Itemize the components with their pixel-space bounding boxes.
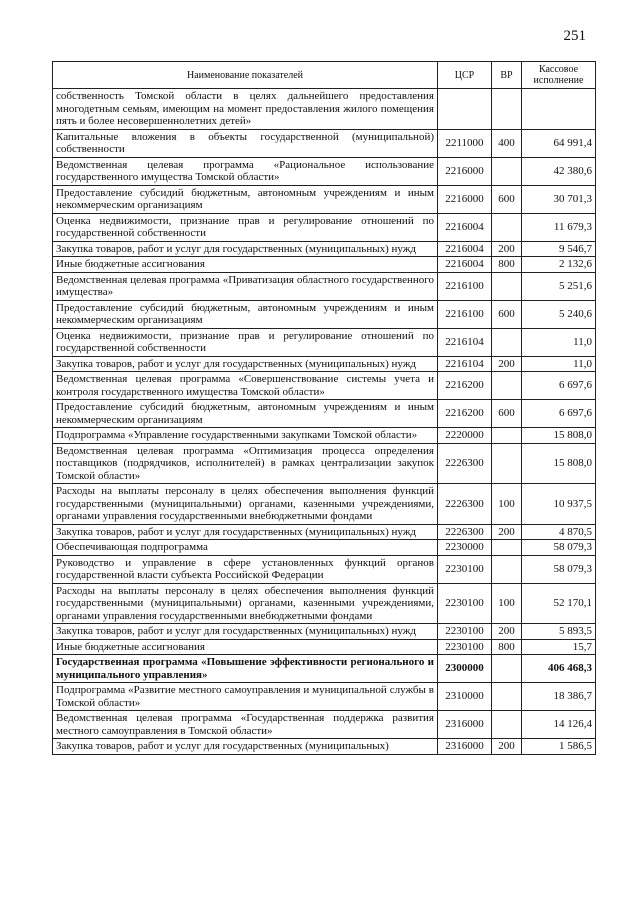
cell-amount: 58 079,3 (522, 540, 596, 556)
cell-vr: 200 (492, 524, 522, 540)
cell-amount: 58 079,3 (522, 555, 596, 583)
cell-amount: 10 937,5 (522, 484, 596, 525)
cell-name: Предоставление субсидий бюджетным, автономным учреждениям и иным некоммерческим организациям (53, 300, 438, 328)
cell-vr (492, 157, 522, 185)
cell-code: 2216100 (438, 272, 492, 300)
cell-amount: 14 126,4 (522, 711, 596, 739)
cell-name: Иные бюджетные ассигнования (53, 639, 438, 655)
table-row (53, 428, 596, 444)
cell-amount (522, 89, 596, 130)
cell-code: 2216104 (438, 328, 492, 356)
cell-amount: 52 170,1 (522, 583, 596, 624)
cell-code: 2216200 (438, 372, 492, 400)
cell-name: Предоставление субсидий бюджетным, автономным учреждениям и иным некоммерческим организациям (53, 400, 438, 428)
cell-vr (492, 372, 522, 400)
table-row (53, 540, 596, 556)
table-row (53, 356, 596, 372)
cell-amount: 15 808,0 (522, 428, 596, 444)
table-row (53, 655, 596, 683)
cell-amount: 11,0 (522, 356, 596, 372)
cell-name: Оценка недвижимости, признание прав и регулирование отношений по государственной собственности (53, 213, 438, 241)
cell-code: 2300000 (438, 655, 492, 683)
cell-code: 2310000 (438, 683, 492, 711)
cell-name: Закупка товаров, работ и услуг для государственных (муниципальных) нужд (53, 356, 438, 372)
table-row (53, 739, 596, 755)
cell-code: 2216000 (438, 157, 492, 185)
cell-vr: 200 (492, 624, 522, 640)
table-row (53, 129, 596, 157)
cell-amount: 406 468,3 (522, 655, 596, 683)
cell-code: 2230100 (438, 555, 492, 583)
cell-vr: 800 (492, 257, 522, 273)
cell-name: Ведомственная целевая программа «Рациональное использование государственного имущества Томской области» (53, 157, 438, 185)
cell-name: Закупка товаров, работ и услуг для государственных (муниципальных) нужд (53, 524, 438, 540)
cell-code: 2230000 (438, 540, 492, 556)
cell-amount: 15,7 (522, 639, 596, 655)
cell-amount: 6 697,6 (522, 400, 596, 428)
table-row (53, 372, 596, 400)
table-row (53, 272, 596, 300)
cell-vr: 100 (492, 583, 522, 624)
cell-amount: 15 808,0 (522, 443, 596, 484)
header-name: Наименование показателей (53, 62, 438, 89)
cell-amount: 9 546,7 (522, 241, 596, 257)
cell-code: 2230100 (438, 624, 492, 640)
cell-vr (492, 683, 522, 711)
cell-amount: 11,0 (522, 328, 596, 356)
cell-vr (492, 328, 522, 356)
cell-name: Ведомственная целевая программа «Приватизация областного государственного имущества» (53, 272, 438, 300)
cell-code: 2226300 (438, 443, 492, 484)
cell-code: 2220000 (438, 428, 492, 444)
cell-amount: 42 380,6 (522, 157, 596, 185)
cell-code: 2216004 (438, 241, 492, 257)
cell-amount: 11 679,3 (522, 213, 596, 241)
cell-code: 2226300 (438, 484, 492, 525)
cell-name: собственность Томской области в целях дальнейшего предоставления многодетным семьям, имеющим на момент предоставления жилого помещения пять и более несовершеннолетних детей» (53, 89, 438, 130)
cell-code: 2230100 (438, 583, 492, 624)
cell-name: Ведомственная целевая программа «Государственная поддержка развития местного самоуправления в Томской области» (53, 711, 438, 739)
table-row (53, 241, 596, 257)
cell-vr: 100 (492, 484, 522, 525)
cell-vr (492, 272, 522, 300)
cell-name: Капитальные вложения в объекты государственной (муниципальной) собственности (53, 129, 438, 157)
cell-name: Подпрограмма «Управление государственными закупками Томской области» (53, 428, 438, 444)
cell-amount: 5 893,5 (522, 624, 596, 640)
cell-name: Обеспечивающая подпрограмма (53, 540, 438, 556)
cell-name: Ведомственная целевая программа «Оптимизация процесса определения поставщиков (подрядчиков, исполнителей) в рамках централизации закупок Томской области» (53, 443, 438, 484)
cell-vr: 400 (492, 129, 522, 157)
table-header-row (53, 62, 596, 89)
table-row (53, 328, 596, 356)
table-row (53, 89, 596, 130)
cell-vr: 800 (492, 639, 522, 655)
cell-code: 2316000 (438, 711, 492, 739)
table-row (53, 555, 596, 583)
table-row (53, 624, 596, 640)
table-row (53, 711, 596, 739)
cell-code: 2211000 (438, 129, 492, 157)
cell-name: Оценка недвижимости, признание прав и регулирование отношений по государственной собственности (53, 328, 438, 356)
header-vr: ВР (492, 62, 522, 89)
cell-vr: 600 (492, 185, 522, 213)
cell-code: 2230100 (438, 639, 492, 655)
table-row (53, 400, 596, 428)
header-amount: Кассовое исполнение (522, 62, 596, 89)
cell-name: Закупка товаров, работ и услуг для государственных (муниципальных) нужд (53, 241, 438, 257)
cell-vr: 200 (492, 739, 522, 755)
cell-vr: 200 (492, 356, 522, 372)
cell-name: Предоставление субсидий бюджетным, автономным учреждениям и иным некоммерческим организациям (53, 185, 438, 213)
cell-name: Закупка товаров, работ и услуг для государственных (муниципальных) нужд (53, 624, 438, 640)
cell-vr: 200 (492, 241, 522, 257)
cell-vr (492, 540, 522, 556)
cell-name: Расходы на выплаты персоналу в целях обеспечения выполнения функций государственными (муниципальными) органами, казенными учреждениями, органами управления государственными внебюджетными фондами (53, 484, 438, 525)
cell-vr (492, 711, 522, 739)
table-row (53, 257, 596, 273)
table-row (53, 524, 596, 540)
cell-code: 2216100 (438, 300, 492, 328)
table-row (53, 683, 596, 711)
cell-amount: 4 870,5 (522, 524, 596, 540)
cell-name: Государственная программа «Повышение эффективности регионального и муниципального управления» (53, 655, 438, 683)
cell-amount: 1 586,5 (522, 739, 596, 755)
table-row (53, 300, 596, 328)
page-number: 251 (563, 28, 586, 44)
cell-vr (492, 213, 522, 241)
cell-code: 2226300 (438, 524, 492, 540)
table-row (53, 213, 596, 241)
cell-vr: 600 (492, 300, 522, 328)
cell-vr (492, 655, 522, 683)
cell-code: 2216200 (438, 400, 492, 428)
cell-amount: 18 386,7 (522, 683, 596, 711)
cell-vr (492, 443, 522, 484)
table-row (53, 185, 596, 213)
cell-code: 2216004 (438, 257, 492, 273)
cell-amount: 5 240,6 (522, 300, 596, 328)
budget-execution-table (52, 61, 596, 755)
table-row (53, 639, 596, 655)
cell-amount: 64 991,4 (522, 129, 596, 157)
cell-vr: 600 (492, 400, 522, 428)
cell-amount: 6 697,6 (522, 372, 596, 400)
cell-code: 2216004 (438, 213, 492, 241)
cell-amount: 5 251,6 (522, 272, 596, 300)
cell-vr (492, 89, 522, 130)
cell-name: Ведомственная целевая программа «Совершенствование системы учета и контроля государственного имущества Томской области» (53, 372, 438, 400)
cell-name: Иные бюджетные ассигнования (53, 257, 438, 273)
cell-code: 2216104 (438, 356, 492, 372)
table-row (53, 583, 596, 624)
cell-code: 2316000 (438, 739, 492, 755)
cell-name: Расходы на выплаты персоналу в целях обеспечения выполнения функций государственными (муниципальными) органами, казенными учреждениями, органами управления государственными внебюджетными фондами (53, 583, 438, 624)
cell-name: Закупка товаров, работ и услуг для государственных (муниципальных) (53, 739, 438, 755)
cell-vr (492, 428, 522, 444)
cell-name: Руководство и управление в сфере установленных функций органов государственной власти субъекта Российской Федерации (53, 555, 438, 583)
table-row (53, 157, 596, 185)
cell-code (438, 89, 492, 130)
cell-amount: 30 701,3 (522, 185, 596, 213)
header-code: ЦСР (438, 62, 492, 89)
cell-name: Подпрограмма «Развитие местного самоуправления и муниципальной службы в Томской области» (53, 683, 438, 711)
table-row (53, 443, 596, 484)
cell-amount: 2 132,6 (522, 257, 596, 273)
table-body (53, 89, 596, 755)
cell-code: 2216000 (438, 185, 492, 213)
table-row (53, 484, 596, 525)
cell-vr (492, 555, 522, 583)
